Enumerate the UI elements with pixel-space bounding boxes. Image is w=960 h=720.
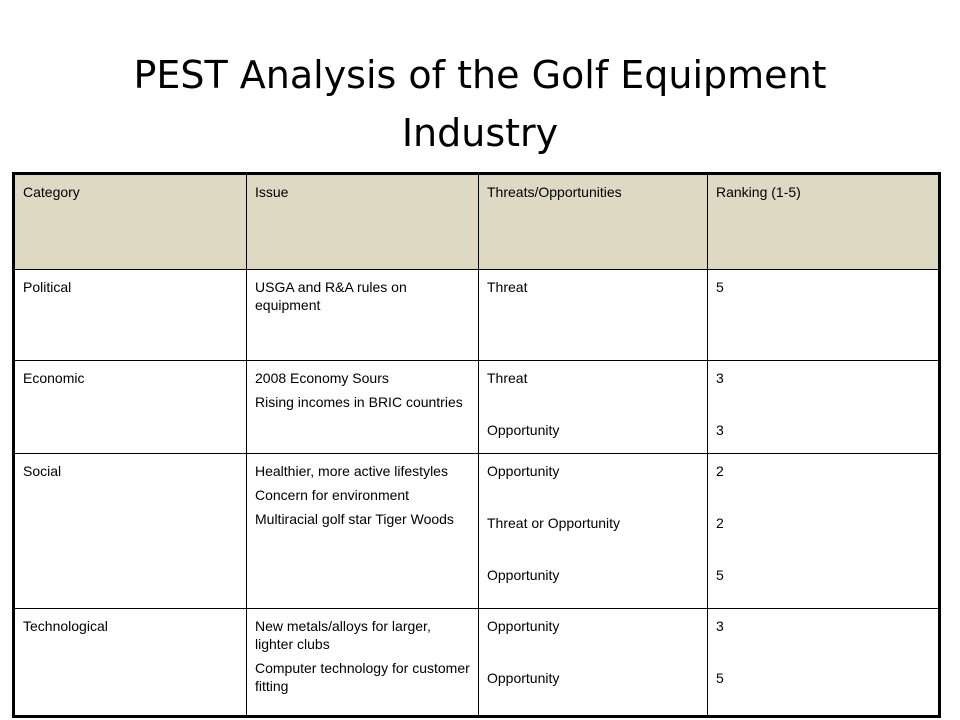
table-row [14, 609, 940, 717]
slide-title-line-1: PEST Analysis of the Golf Equipment [133, 53, 827, 97]
issue-entry: USGA and R&A rules on equipment [255, 279, 407, 313]
threat-entry: Opportunity [487, 422, 560, 438]
header-threats-opportunities: Threats/Opportunities [479, 174, 708, 270]
issue-entry: Rising incomes in BRIC countries [255, 394, 463, 410]
threat-entry: Opportunity [487, 670, 560, 686]
issue-cell [247, 270, 479, 361]
threat-entry: Opportunity [487, 567, 560, 583]
category-cell: Economic [14, 361, 247, 454]
issue-entry: Concern for environment [255, 487, 410, 503]
ranking-cell [708, 361, 940, 454]
slide-title-line-2: Industry [401, 111, 559, 155]
issue-entry: New metals/alloys for larger, lighter clubs [255, 618, 431, 652]
issue-cell [247, 609, 479, 717]
threat-entry: Threat or Opportunity [487, 515, 621, 531]
issue-cell [247, 454, 479, 609]
ranking-cell [708, 270, 940, 361]
ranking-entry: 5 [716, 670, 724, 686]
threats-cell [479, 361, 708, 454]
header-issue: Issue [247, 174, 479, 270]
threat-entry: Opportunity [487, 463, 560, 479]
threats-cell [479, 609, 708, 717]
threat-entry: Threat [487, 370, 528, 386]
issue-entry: 2008 Economy Sours [255, 370, 389, 386]
issue-cell [247, 361, 479, 454]
ranking-entry: 3 [716, 618, 724, 634]
pest-table [12, 172, 941, 718]
ranking-entry: 3 [716, 422, 724, 438]
category-cell: Political [14, 270, 247, 361]
ranking-entry: 5 [716, 567, 724, 583]
ranking-cell [708, 454, 940, 609]
table-row [14, 454, 940, 609]
ranking-entry: 2 [716, 515, 724, 531]
ranking-cell [708, 609, 940, 717]
issue-entry: Healthier, more active lifestyles [255, 463, 448, 479]
header-ranking: Ranking (1-5) [708, 174, 940, 270]
ranking-entry: 3 [716, 370, 724, 386]
threats-cell [479, 454, 708, 609]
table-row [14, 270, 940, 361]
issue-entry: Multiracial golf star Tiger Woods [255, 511, 454, 527]
ranking-entry: 2 [716, 463, 724, 479]
threats-cell [479, 270, 708, 361]
table-header-row [14, 174, 940, 270]
category-cell: Technological [14, 609, 247, 717]
table-row [14, 361, 940, 454]
issue-entry: Computer technology for customer fitting [255, 660, 470, 694]
slide-title [0, 46, 960, 162]
category-cell: Social [14, 454, 247, 609]
header-category: Category [14, 174, 247, 270]
ranking-entry: 5 [716, 279, 724, 295]
threat-entry: Opportunity [487, 618, 560, 634]
threat-entry: Threat [487, 279, 528, 295]
